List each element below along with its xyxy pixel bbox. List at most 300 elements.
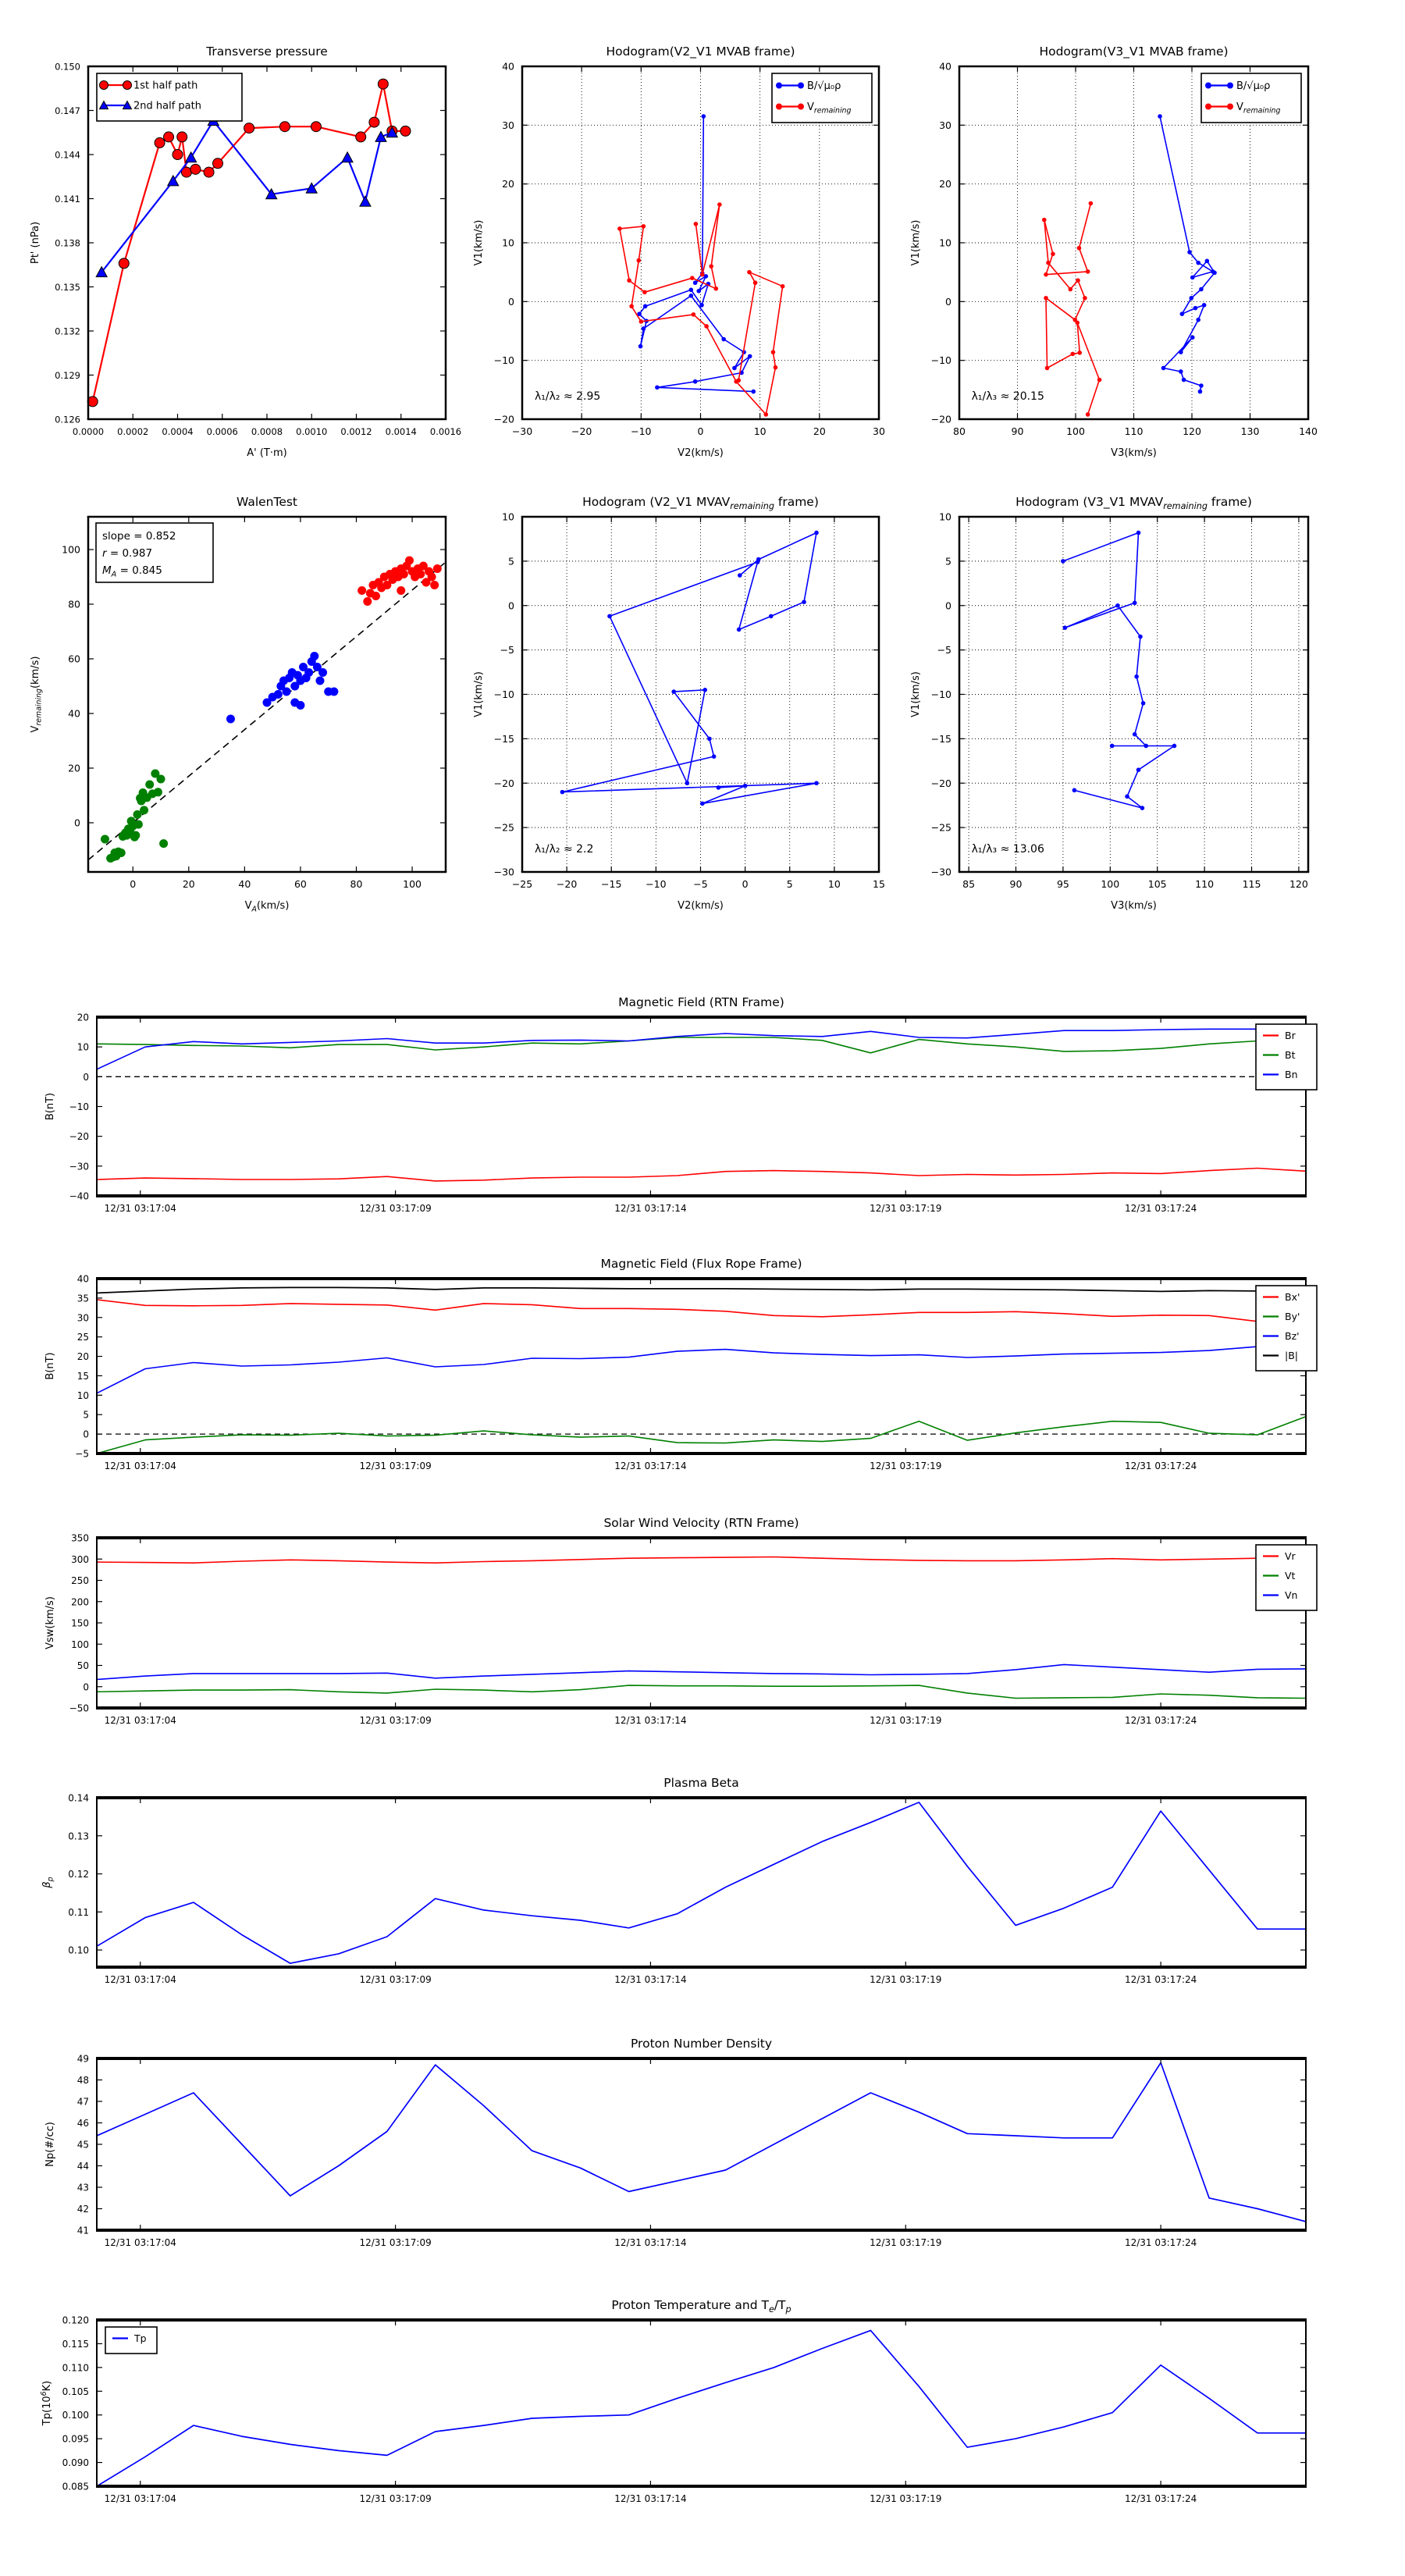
data-point-dot [1133,732,1137,737]
text-span: B/√μ₀ρ [807,80,841,92]
text-span: Tp [134,2332,147,2344]
text-span: 0.0016 [429,426,462,437]
text-span: −20 [930,777,951,789]
data-point-circle [279,122,290,132]
text-span: 20 [76,1012,89,1023]
x-tick-label [386,426,417,437]
y-tick-label [68,1793,89,1804]
text-span: 0.11 [68,1906,89,1918]
data-point-dot [771,350,776,354]
text-span: −15 [493,732,514,745]
x-tick-label [1010,878,1023,890]
y-tick-label [62,2434,89,2445]
text-span: B(nT) [44,1352,56,1380]
y-tick-label [494,822,514,834]
legend [97,73,242,121]
data-point-dot [1141,701,1146,706]
text-span: 12/31 03:17:24 [1124,2493,1197,2504]
x-tick-label [1125,1974,1197,1985]
text-span: 12/31 03:17:14 [614,1203,687,1214]
text-span: 0.147 [55,105,80,116]
text-span: 50 [76,1660,89,1671]
data-point-dot [639,319,644,324]
x-tick-label [1101,878,1119,890]
text-span: 200 [71,1596,89,1608]
y-tick-label [74,817,80,829]
y-tick-label [931,688,951,700]
text-span: remaining [813,106,852,116]
chart-proton-number-density [28,2027,1339,2268]
text-span: 0.0000 [72,426,105,437]
text-span: 80 [350,878,363,890]
text-span: 0 [508,295,514,308]
data-point-dot [1182,378,1186,382]
series-line-2nd half path [101,121,392,272]
text-span: 20 [813,425,826,437]
data-point-dot [1068,287,1072,292]
data-point-dot [159,839,168,848]
text-span: 0.0006 [206,426,238,437]
y-tick-label [55,62,80,73]
text-span: −10 [930,688,951,700]
text-span: 0.085 [62,2481,89,2492]
chart-title [205,44,328,59]
x-tick-label [870,1461,941,1471]
y-tick-label [502,237,514,249]
text-span: Br [1285,1030,1296,1041]
y-tick-label [937,644,951,656]
text-span: Magnetic Field (Flux Rope Frame) [600,1257,802,1271]
text-span: e [768,2304,774,2314]
series-line-Vn [97,1664,1306,1679]
data-point-dot [717,785,721,790]
y-axis-label [910,671,922,717]
text-span: −30 [69,1161,89,1172]
text-span: 350 [71,1532,89,1544]
text-span: 100 [62,543,80,556]
data-point-dot [814,781,819,785]
y-tick-label [62,2315,89,2326]
chart-title [631,2037,772,2051]
data-point-dot [296,701,304,710]
data-point-dot [689,294,694,298]
data-point-dot [1133,601,1137,606]
data-point-dot [1205,83,1211,89]
data-point-dot [1140,806,1145,810]
text-span: −25 [930,821,951,834]
text-span: 0.120 [62,2314,89,2326]
data-point-dot [1193,306,1198,311]
x-tick-label [1125,2237,1197,2248]
legend [105,2327,157,2354]
y-tick-label [508,296,514,308]
text-span: 6 [40,2391,49,2396]
x-axis-label [1111,900,1157,912]
y-axis-label [44,1093,56,1120]
data-point-dot [560,790,565,795]
x-tick-label [742,878,749,890]
y-tick-label [931,733,951,745]
text-span: 0.0008 [251,426,283,437]
y-tick-label [931,866,951,878]
text-span: 12/31 03:17:19 [870,2493,942,2504]
data-point-dot [430,581,439,589]
text-span: 12/31 03:17:14 [614,2493,687,2504]
data-point-dot [753,280,758,285]
x-tick-label [294,878,307,890]
legend [772,73,872,123]
text-span: 12/31 03:17:09 [359,2237,432,2248]
y-tick-label [68,763,80,774]
legend-label [133,2332,147,2344]
chart-svg-walen-test [20,482,478,922]
x-tick-label [754,425,767,437]
data-point-dot [643,304,648,309]
text-span: 12/31 03:17:19 [870,1974,942,1985]
data-point-dot [736,378,741,382]
data-point-dot [814,531,819,535]
chart-svg-proton-temperature [28,2289,1339,2524]
y-tick-label [68,1869,89,1880]
text-span: 0.110 [62,2362,89,2374]
data-point-dot [1086,412,1090,417]
y-tick-label [502,61,514,73]
text-span: −5 [500,644,514,656]
y-tick-label [68,599,80,610]
text-span: By' [1285,1311,1300,1322]
data-point-dot [699,303,704,308]
chart-magnetic-field-rtn [28,986,1339,1233]
data-point-dot [226,715,235,724]
text-span: 1st half path [133,80,198,92]
chart-svg-transverse-pressure [20,32,478,469]
x-tick-label [614,1974,686,1985]
text-span: 49 [76,2053,89,2065]
axes-hodogram-v3v1-mvav [910,495,1309,912]
y-tick-label [55,370,80,381]
text-span: A' (T·m) [247,447,287,459]
text-span: 25 [76,1332,89,1343]
x-tick-label [105,1715,176,1726]
y-tick-label [55,194,80,205]
chart-svg-proton-number-density [28,2027,1339,2268]
data-point-dot [428,573,436,582]
data-point-dot [714,286,719,291]
x-tick-label [873,878,885,890]
data-point-dot [1072,788,1077,793]
x-tick-label [1289,878,1308,890]
chart-svg-hodogram-v2v1-mvab [454,32,912,469]
data-point-circle [213,158,223,169]
y-tick-label [77,2204,89,2215]
text-span: 12/31 03:17:09 [359,1203,432,1214]
text-span: 0.115 [62,2338,89,2350]
y-tick-label [77,1042,89,1053]
data-point-dot [1044,272,1048,277]
text-span: 100 [71,1638,89,1650]
axes-solar-wind-velocity-rtn [44,1516,1317,1726]
text-span: = 0.987 [106,547,153,560]
text-span: 60 [293,878,307,890]
data-point-dot [693,280,698,285]
x-tick-label [359,2493,431,2504]
y-tick-label [83,1072,89,1083]
text-span: 46 [76,2118,89,2129]
series-line-beta-p [97,1802,1306,1963]
text-span: 90 [1009,878,1023,890]
text-span: 80 [68,598,80,610]
data-point-dot [702,114,706,119]
x-tick-label [1125,1461,1197,1471]
y-axis-label [44,1596,56,1649]
data-point-dot [627,278,631,283]
chart-svg-hodogram-v3v1-mvab [891,32,1341,469]
data-point-circle [173,150,183,160]
text-span: 90 [1011,425,1024,437]
text-span: 40 [502,60,514,73]
text-span: −20 [493,413,514,425]
chart-svg-plasma-beta [28,1767,1339,2005]
data-point-dot [704,324,709,329]
text-span: B(nT) [44,1092,56,1121]
y-tick-label [508,600,514,611]
y-tick-label [83,1410,89,1421]
text-span: p [785,2304,791,2314]
y-tick-label [68,1831,89,1841]
data-point-dot [642,290,647,294]
data-point-dot [709,264,713,269]
text-span: 20 [939,178,951,190]
y-tick-label [83,1429,89,1440]
data-point-dot [748,354,752,359]
text-span: 12/31 03:17:24 [1124,2237,1197,2248]
x-axis-label [678,900,724,912]
text-span: 300 [71,1553,89,1565]
text-span: V2(km/s) [678,447,724,459]
text-span: Magnetic Field (RTN Frame) [618,995,784,1009]
data-point-dot [1042,218,1047,222]
y-tick-label [945,296,951,308]
text-span: 0.0004 [162,426,194,437]
x-tick-label [953,425,966,437]
data-point-dot [1189,296,1193,301]
text-span: K) [41,2380,53,2392]
text-span: 95 [1056,878,1069,890]
chart-title [1039,44,1228,59]
text-span: 12/31 03:17:04 [104,1974,176,1985]
y-tick-label [62,2457,89,2468]
text-span: 0 [742,878,749,890]
chart-title [663,1776,739,1790]
chart-magnetic-field-flux-rope [28,1247,1339,1491]
x-tick-label [359,1461,431,1471]
data-point-dot [763,412,768,417]
text-span: V1(km/s) [473,219,485,266]
y-axis-label [473,220,485,266]
data-point-dot [1190,276,1195,280]
chart-title [611,2298,791,2314]
y-tick-label [69,1703,89,1714]
text-span: 0.138 [55,237,80,249]
data-point-dot [131,831,140,840]
data-point-dot [1045,366,1050,371]
annotation [535,843,593,856]
text-span: 120 [1183,425,1201,437]
text-span: 0.141 [55,194,80,205]
y-tick-label [939,511,951,523]
text-span: 0.144 [55,149,80,161]
data-point-dot [702,688,707,692]
text-span: 30 [873,425,885,437]
axes-magnetic-field-rtn [44,995,1317,1214]
text-span: Vr [1285,1550,1296,1562]
y-tick-label [500,644,514,656]
x-tick-label [105,1974,176,1985]
data-point-dot [1046,261,1051,265]
data-point-circle [356,132,366,142]
text-span: 40 [939,60,951,73]
x-tick-label [1241,425,1260,437]
data-point-dot [774,365,778,370]
text-span: 115 [1242,878,1261,890]
data-point-dot [671,689,676,694]
data-point-dot [1083,296,1087,301]
text-span: 12/31 03:17:24 [1124,1715,1197,1726]
legend-label [133,80,197,92]
text-span: 48 [76,2075,89,2086]
y-tick-label [494,688,514,700]
data-point-dot [769,614,774,619]
data-point-dot [693,379,698,384]
data-point-dot [1061,559,1065,564]
data-point-dot [798,104,804,110]
text-span: 12/31 03:17:09 [359,1974,432,1985]
series-line-Bt [97,1037,1306,1054]
text-span: 0 [74,817,80,829]
text-span: Np(#/cc) [44,2122,56,2167]
data-point-dot [1205,259,1210,264]
data-point-dot [1144,744,1148,749]
axes-magnetic-field-flux-rope [44,1257,1317,1471]
text-span: 44 [76,2161,89,2172]
data-point-dot [700,802,705,806]
data-point-dot [1097,378,1102,382]
data-point-dot [1077,350,1082,355]
y-tick-label [77,2140,89,2151]
text-span: 12/31 03:17:04 [104,1715,176,1726]
data-point-triangle [186,152,197,162]
legend [1256,1286,1317,1371]
text-span: (km/s) [256,900,290,912]
x-axis-label [1111,447,1157,459]
text-span: 0.150 [55,61,80,73]
data-point-dot [798,83,804,89]
text-span: M [102,564,112,577]
data-point-dot [1179,350,1183,354]
text-span: 10 [939,511,951,523]
data-point-circle [155,137,165,148]
text-span: 30 [76,1312,89,1324]
text-span: 0.0012 [340,426,372,437]
legend-label [1285,1350,1298,1361]
y-tick-label [69,1101,89,1112]
text-span: 20 [182,878,195,890]
y-tick-label [77,2118,89,2129]
text-span: −20 [69,1131,89,1143]
text-span: 0.105 [62,2386,89,2397]
text-span: 15 [873,878,885,890]
chart-walen-test [20,482,478,922]
data-point-dot [405,557,414,565]
data-point-dot [1125,795,1129,799]
data-point-dot [690,276,695,280]
y-tick-label [77,1660,89,1671]
text-span: 0 [130,878,137,890]
chart-proton-temperature [28,2289,1339,2524]
text-span: 130 [1240,425,1260,437]
text-span: Bx' [1285,1291,1300,1303]
x-tick-label [162,426,193,437]
y-tick-label [71,1575,89,1586]
chart-title [601,1257,802,1271]
text-span: V1(km/s) [910,219,922,266]
x-tick-label [1125,2493,1197,2504]
series-line-By-prime [97,1417,1306,1453]
legend-label [1285,1049,1296,1061]
series-line-Np [97,2063,1306,2222]
chart-svg-magnetic-field-rtn [28,986,1339,1233]
text-span: Pt' (nPa) [30,221,41,265]
x-tick-label [207,426,238,437]
y-tick-label [68,1907,89,1918]
series-line-B-over-sqrt-mu0rho [639,116,753,392]
text-span: 12/31 03:17:19 [870,1461,942,1471]
text-span: 150 [71,1617,89,1629]
text-span: −5 [937,644,951,656]
text-span: 5 [945,555,951,568]
text-span: 0.0014 [385,426,417,437]
y-tick-label [77,2161,89,2172]
text-span: 0 [83,1071,89,1083]
data-point-dot [1196,318,1200,322]
text-span: |B| [1285,1350,1298,1361]
text-span: 12/31 03:17:09 [359,1715,432,1726]
text-span: V [30,725,41,733]
data-point-dot [1075,321,1080,326]
text-span: Solar Wind Velocity (RTN Frame) [603,1516,799,1530]
y-axis-label [473,671,485,717]
chart-hodogram-v3v1-mvav [891,482,1341,922]
data-point-circle [190,164,201,174]
text-span: 12/31 03:17:14 [614,2237,687,2248]
x-tick-label [105,2237,176,2248]
y-tick-label [77,1312,89,1323]
y-tick-label [77,2226,89,2236]
text-span: frame) [1207,495,1252,509]
y-tick-label [939,178,951,190]
text-span: 45 [76,2139,89,2151]
data-point-dot [685,781,690,785]
text-span: −30 [493,866,514,878]
y-tick-label [71,1639,89,1650]
data-point-dot [1180,311,1185,316]
data-point-dot [1198,390,1203,394]
text-span: 85 [962,878,976,890]
y-tick-label [77,1371,89,1382]
text-span: slope = 0.852 [102,530,176,543]
text-span: V2(km/s) [678,900,724,912]
data-point-dot [1199,287,1204,292]
